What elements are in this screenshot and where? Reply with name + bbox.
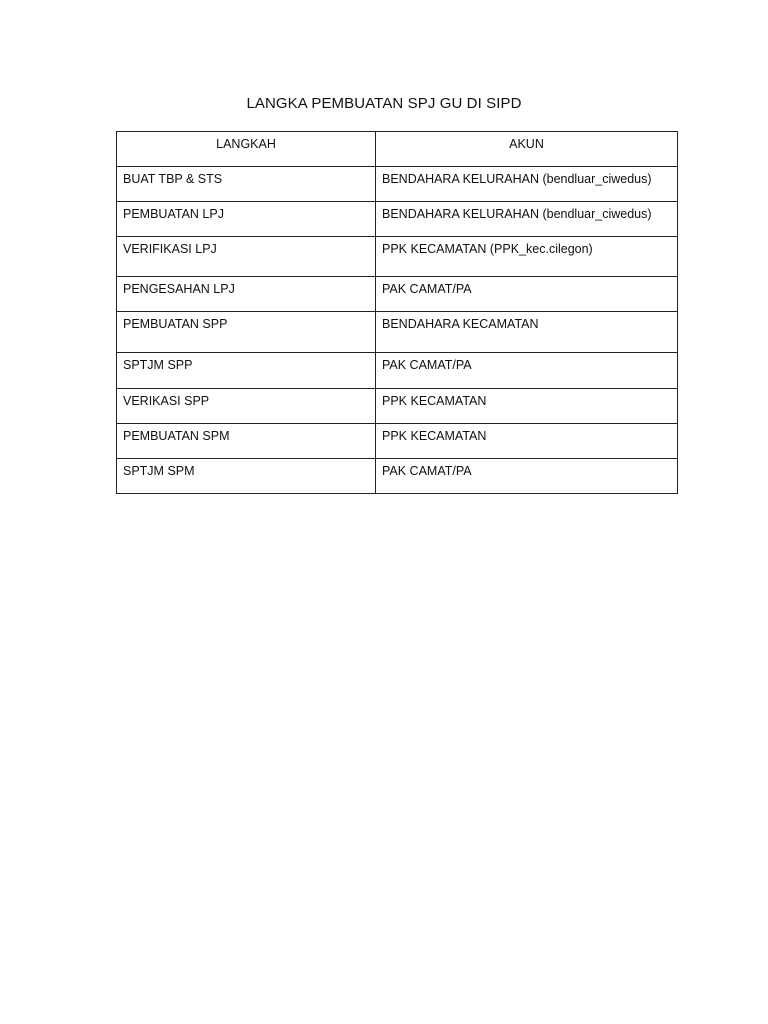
steps-table bbox=[116, 131, 678, 494]
cell-langkah: VERIKASI SPP bbox=[117, 389, 376, 424]
cell-langkah: PEMBUATAN LPJ bbox=[117, 202, 376, 237]
cell-akun: PAK CAMAT/PA bbox=[376, 353, 678, 389]
cell-langkah: PENGESAHAN LPJ bbox=[117, 277, 376, 312]
cell-langkah: PEMBUATAN SPM bbox=[117, 424, 376, 459]
cell-langkah: SPTJM SPM bbox=[117, 459, 376, 494]
table-row bbox=[117, 389, 678, 424]
cell-akun: PAK CAMAT/PA bbox=[376, 277, 678, 312]
table-row bbox=[117, 353, 678, 389]
table-row bbox=[117, 277, 678, 312]
table-row bbox=[117, 202, 678, 237]
cell-langkah: VERIFIKASI LPJ bbox=[117, 237, 376, 277]
table-header-row bbox=[117, 132, 678, 167]
cell-akun: BENDAHARA KELURAHAN (bendluar_ciwedus) bbox=[376, 202, 678, 237]
table-row bbox=[117, 167, 678, 202]
cell-akun: BENDAHARA KECAMATAN bbox=[376, 312, 678, 353]
cell-langkah: PEMBUATAN SPP bbox=[117, 312, 376, 353]
cell-langkah: SPTJM SPP bbox=[117, 353, 376, 389]
cell-akun: PPK KECAMATAN bbox=[376, 389, 678, 424]
column-header-langkah: LANGKAH bbox=[117, 132, 376, 167]
table-row bbox=[117, 424, 678, 459]
column-header-akun: AKUN bbox=[376, 132, 678, 167]
table-row bbox=[117, 459, 678, 494]
cell-akun: PPK KECAMATAN bbox=[376, 424, 678, 459]
table-row bbox=[117, 312, 678, 353]
cell-akun: PAK CAMAT/PA bbox=[376, 459, 678, 494]
cell-langkah: BUAT TBP & STS bbox=[117, 167, 376, 202]
page-title: LANGKA PEMBUATAN SPJ GU DI SIPD bbox=[246, 95, 522, 112]
cell-akun: PPK KECAMATAN (PPK_kec.cilegon) bbox=[376, 237, 678, 277]
table-row bbox=[117, 237, 678, 277]
cell-akun: BENDAHARA KELURAHAN (bendluar_ciwedus) bbox=[376, 167, 678, 202]
